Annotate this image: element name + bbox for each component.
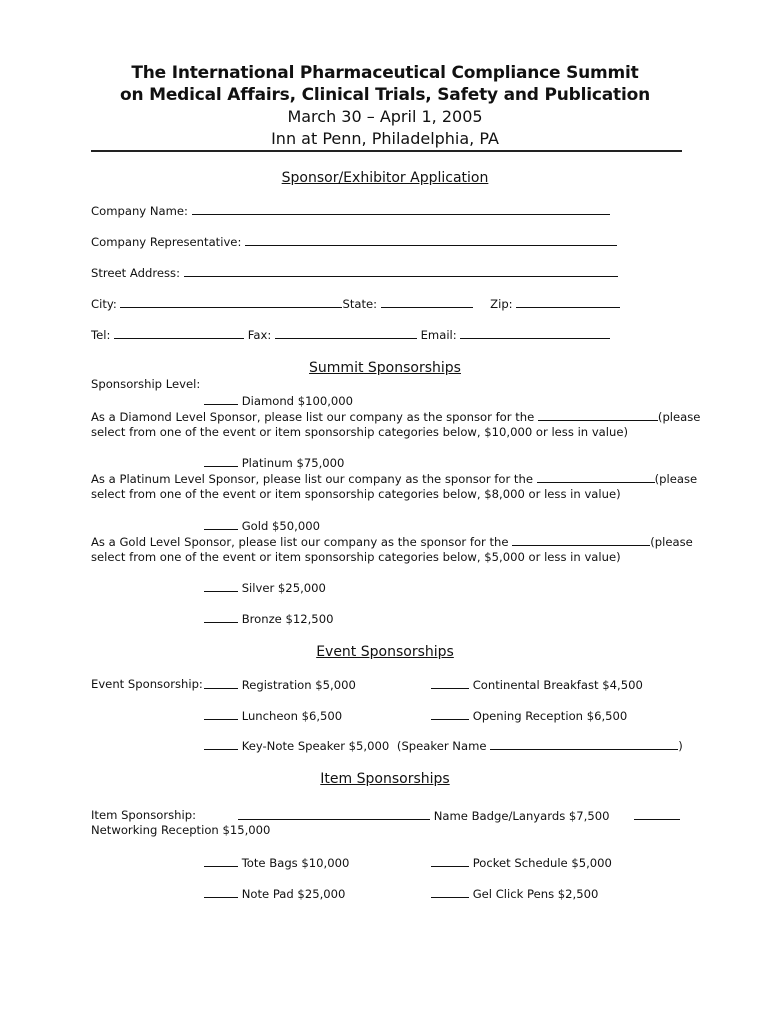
pens-label: Gel Click Pens $2,500: [472, 887, 599, 901]
platinum-please: (please: [654, 472, 698, 486]
company-rep-label: Company Representative:: [91, 235, 242, 249]
platinum-sponsor-field[interactable]: [537, 471, 655, 483]
luncheon-checkline[interactable]: [204, 708, 238, 720]
speaker-name-field[interactable]: [490, 738, 678, 750]
luncheon-label: Luncheon $6,500: [241, 709, 343, 723]
diamond-option: [204, 393, 353, 408]
reception-option: [431, 708, 627, 723]
notepad-checkline[interactable]: [204, 886, 238, 898]
gold-level: Gold $50,000: [241, 519, 320, 533]
platinum-text: As a Platinum Level Sponsor, please list our company as the sponsor for the: [91, 472, 533, 486]
badge-label: Name Badge/Lanyards $7,500: [433, 809, 610, 823]
header-divider: [91, 150, 682, 152]
contact-row: [91, 327, 610, 342]
street-label: Street Address:: [91, 266, 180, 280]
tote-option: [204, 855, 349, 870]
fax-label: Fax:: [247, 328, 272, 342]
street-field[interactable]: [184, 265, 618, 277]
company-name-row: [91, 203, 610, 218]
fax-field[interactable]: [275, 327, 417, 339]
zip-field[interactable]: [516, 296, 620, 308]
bronze-level: Bronze $12,500: [241, 612, 334, 626]
bronze-option: [204, 611, 333, 626]
state-label: State:: [342, 297, 378, 311]
diamond-sponsor-field[interactable]: [538, 409, 658, 421]
email-field[interactable]: [460, 327, 610, 339]
gold-text-line1: [91, 534, 693, 549]
city-label: City:: [91, 297, 117, 311]
breakfast-label: Continental Breakfast $4,500: [472, 678, 643, 692]
diamond-please: (please: [657, 410, 701, 424]
gold-text: As a Gold Level Sponsor, please list our company as the sponsor for the: [91, 535, 509, 549]
summit-dates: March 30 – April 1, 2005: [287, 107, 483, 126]
silver-checkline[interactable]: [204, 580, 238, 592]
keynote-label: Key-Note Speaker $5,000: [241, 739, 390, 753]
diamond-text-line2: select from one of the event or item sponsorship categories below, $10,000 or less in value): [91, 425, 629, 439]
tel-field[interactable]: [114, 327, 244, 339]
platinum-text-line2: select from one of the event or item sponsorship categories below, $8,000 or less in value): [91, 487, 621, 501]
silver-option: [204, 580, 326, 595]
tel-label: Tel:: [91, 328, 111, 342]
gold-sponsor-field[interactable]: [512, 534, 650, 546]
summit-title-line2: on Medical Affairs, Clinical Trials, Safety and Publication: [120, 85, 650, 105]
registration-checkline[interactable]: [204, 677, 238, 689]
company-name-field[interactable]: [192, 203, 610, 215]
street-row: [91, 265, 618, 280]
tote-label: Tote Bags $10,000: [241, 856, 350, 870]
company-rep-row: [91, 234, 617, 249]
breakfast-option: [431, 677, 643, 692]
reception-checkline[interactable]: [431, 708, 469, 720]
registration-option: [204, 677, 356, 692]
sponsorship-level-label: Sponsorship Level:: [91, 377, 201, 391]
platinum-text-line1: [91, 471, 697, 486]
pocket-label: Pocket Schedule $5,000: [472, 856, 612, 870]
platinum-checkline[interactable]: [204, 455, 238, 467]
keynote-checkline[interactable]: [204, 738, 238, 750]
diamond-text-line1: [91, 409, 700, 424]
platinum-option: [204, 455, 344, 470]
company-name-label: Company Name:: [91, 204, 188, 218]
pens-checkline[interactable]: [431, 886, 469, 898]
platinum-level: Platinum $75,000: [241, 456, 345, 470]
notepad-option: [204, 886, 345, 901]
badge-option: [238, 808, 610, 823]
state-field[interactable]: [381, 296, 473, 308]
pocket-checkline[interactable]: [431, 855, 469, 867]
badge-checkline[interactable]: [238, 808, 430, 820]
email-label: Email:: [420, 328, 457, 342]
gold-checkline[interactable]: [204, 518, 238, 530]
event-sponsorships-heading: Event Sponsorships: [316, 644, 454, 660]
city-row: [91, 296, 620, 311]
networking-label: Networking Reception $15,000: [91, 823, 271, 837]
breakfast-checkline[interactable]: [431, 677, 469, 689]
company-rep-field[interactable]: [245, 234, 617, 246]
diamond-level: Diamond $100,000: [241, 394, 354, 408]
silver-level: Silver $25,000: [241, 581, 326, 595]
summit-sponsorships-heading: Summit Sponsorships: [309, 360, 461, 376]
gold-option: [204, 518, 320, 533]
notepad-label: Note Pad $25,000: [241, 887, 346, 901]
zip-label: Zip:: [490, 297, 513, 311]
networking-checkline[interactable]: [634, 808, 680, 820]
gold-text-line2: select from one of the event or item sponsorship categories below, $5,000 or less in value): [91, 550, 621, 564]
city-field[interactable]: [120, 296, 342, 308]
item-sponsorships-heading: Item Sponsorships: [320, 771, 450, 787]
speaker-name-label: (Speaker Name: [396, 739, 487, 753]
application-heading: Sponsor/Exhibitor Application: [281, 170, 489, 186]
diamond-checkline[interactable]: [204, 393, 238, 405]
tote-checkline[interactable]: [204, 855, 238, 867]
keynote-option: [204, 738, 683, 753]
pocket-option: [431, 855, 612, 870]
summit-venue: Inn at Penn, Philadelphia, PA: [271, 129, 499, 148]
diamond-text: As a Diamond Level Sponsor, please list our company as the sponsor for the: [91, 410, 535, 424]
luncheon-option: [204, 708, 342, 723]
pens-option: [431, 886, 598, 901]
registration-label: Registration $5,000: [241, 678, 356, 692]
gold-please: (please: [650, 535, 693, 549]
reception-label: Opening Reception $6,500: [472, 709, 628, 723]
summit-title-line1: The International Pharmaceutical Compliance Summit: [131, 63, 639, 83]
item-sponsorship-label: Item Sponsorship:: [91, 808, 197, 822]
networking-checkline-wrap: [634, 808, 680, 823]
event-sponsorship-label: Event Sponsorship:: [91, 677, 203, 691]
speaker-close-paren: ): [678, 739, 683, 753]
bronze-checkline[interactable]: [204, 611, 238, 623]
